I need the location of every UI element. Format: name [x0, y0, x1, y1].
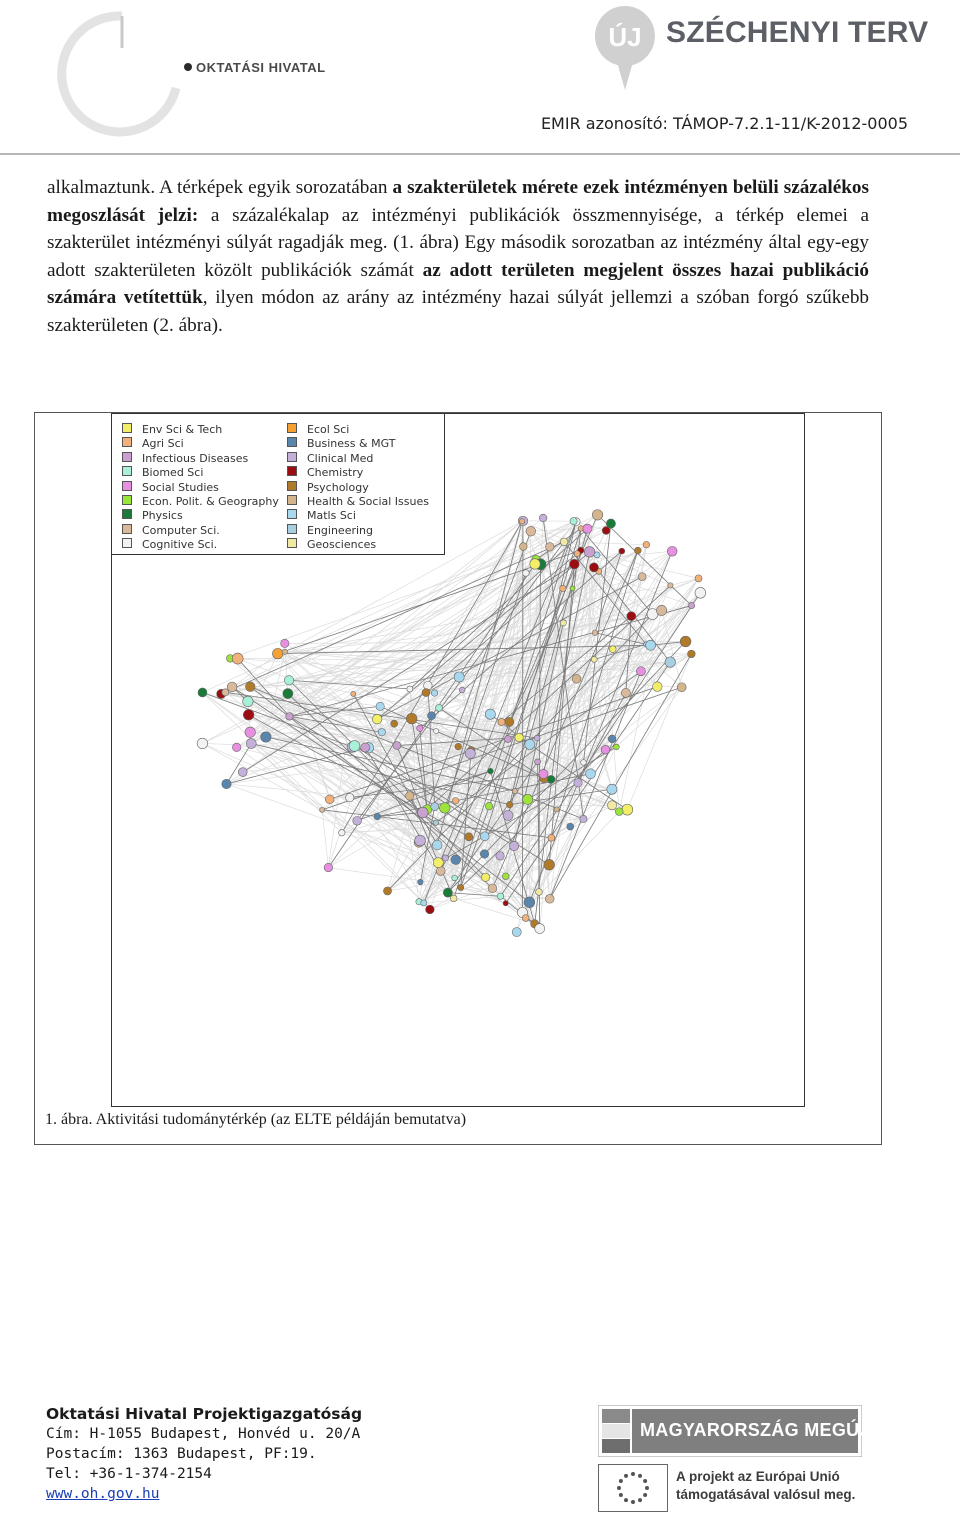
legend-swatch: [287, 423, 297, 433]
network-node: [459, 687, 465, 693]
network-node: [688, 650, 696, 658]
network-node: [407, 686, 413, 692]
network-node: [688, 602, 694, 608]
network-node: [496, 852, 504, 860]
network-node: [554, 807, 559, 812]
network-node: [534, 735, 540, 741]
eu-star: [638, 1474, 642, 1478]
network-node: [418, 879, 424, 885]
network-node: [452, 875, 458, 881]
network-node: [246, 682, 256, 692]
network-node: [286, 713, 293, 720]
network-node: [442, 855, 448, 861]
body-paragraph: [47, 174, 869, 339]
network-node: [415, 835, 426, 846]
network-node: [243, 696, 253, 706]
legend-item: Social Studies: [122, 481, 279, 495]
network-node: [383, 887, 391, 895]
network-node: [580, 815, 587, 822]
network-node: [406, 713, 417, 724]
legend-item: Psychology: [287, 481, 429, 495]
figure-caption: 1. ábra. Aktivitási tudománytérkép (az ELTE példáján bemutatva): [45, 1111, 466, 1129]
legend-item: Chemistry: [287, 466, 429, 480]
network-node: [695, 575, 702, 582]
network-node: [465, 748, 475, 758]
network-node: [426, 905, 435, 914]
eu-star: [617, 1486, 621, 1490]
network-node: [261, 732, 271, 742]
network-node: [569, 559, 579, 569]
network-node: [567, 823, 574, 830]
network-node: [485, 709, 495, 719]
network-node: [488, 768, 494, 774]
network-node: [574, 779, 582, 787]
network-node: [539, 769, 548, 778]
eu-star: [619, 1479, 623, 1483]
legend-swatch: [122, 437, 132, 447]
network-node: [638, 573, 646, 581]
network-node: [378, 729, 385, 736]
network-node: [339, 830, 345, 836]
network-node: [376, 702, 384, 710]
network-node: [519, 519, 524, 524]
network-node: [232, 743, 241, 752]
eu-star: [643, 1479, 647, 1483]
network-node: [222, 779, 231, 788]
network-node: [614, 744, 620, 750]
network-node: [646, 640, 656, 650]
magyarorszag-megujul-banner: [598, 1405, 862, 1457]
eu-star: [643, 1493, 647, 1497]
network-node: [608, 735, 616, 743]
network-node: [346, 793, 354, 801]
network-node: [526, 526, 536, 536]
page-header: [0, 0, 960, 158]
legend-item: Physics: [122, 509, 279, 523]
network-node: [619, 548, 625, 554]
oh-ring-icon: [52, 8, 182, 138]
footer-phone: Tel: +36-1-374-2154: [46, 1464, 362, 1484]
network-node: [591, 656, 597, 662]
network-node: [524, 897, 535, 908]
network-node: [325, 795, 334, 804]
footer-contact: [46, 1404, 362, 1504]
network-node: [520, 543, 528, 551]
legend-item: Clinical Med: [287, 452, 429, 466]
legend-swatch: [122, 452, 132, 462]
network-node: [544, 859, 555, 870]
legend-item: Biomed Sci: [122, 466, 279, 480]
network-node: [427, 712, 435, 720]
legend-swatch: [287, 495, 297, 505]
network-node: [349, 741, 360, 752]
network-node: [505, 717, 514, 726]
network-node: [452, 797, 459, 804]
legend-item: Business & MGT: [287, 437, 429, 451]
network-node: [627, 612, 636, 621]
network-node: [480, 850, 488, 858]
network-node: [465, 833, 473, 841]
network-node: [653, 682, 663, 692]
network-node: [545, 894, 554, 903]
network-node: [547, 775, 555, 783]
network-node: [594, 552, 600, 558]
network-node: [391, 720, 398, 727]
legend-swatch: [287, 538, 297, 548]
eu-stars-icon: [599, 1465, 667, 1511]
network-node: [584, 547, 595, 558]
emir-id: EMIR azonosító: TÁMOP-7.2.1-11/K-2012-0005: [541, 114, 908, 133]
legend-item: Cognitive Sci.: [122, 538, 279, 552]
eu-flag-icon: [598, 1464, 668, 1512]
network-node: [432, 840, 442, 850]
network-node: [455, 743, 462, 750]
science-map: [111, 413, 805, 1107]
network-node: [601, 745, 610, 754]
network-node: [530, 559, 540, 569]
network-node: [621, 688, 630, 697]
network-node: [222, 689, 229, 696]
network-node: [451, 855, 461, 865]
network-node: [243, 709, 254, 720]
network-node: [615, 808, 623, 816]
network-node: [668, 583, 673, 588]
network-node: [197, 738, 208, 749]
network-node: [283, 689, 293, 699]
network-node: [431, 690, 437, 696]
network-node: [433, 858, 443, 868]
network-node: [535, 924, 545, 934]
network-node: [560, 585, 566, 591]
legend-swatch: [122, 495, 132, 505]
network-node: [324, 863, 332, 871]
network-node: [458, 884, 464, 890]
footer-postal: Postacím: 1363 Budapest, PF:19.: [46, 1444, 362, 1464]
body-segment-bold: a szakterületek mérete ezek intézményen belüli százalékos megoszlását jelzi:: [47, 177, 869, 226]
network-node: [539, 514, 547, 522]
network-node: [281, 639, 289, 647]
eu-support-text: A projekt az Európai Unió támogatásával valósul meg.: [676, 1468, 855, 1504]
legend-swatch: [287, 524, 297, 534]
network-node: [284, 676, 293, 685]
body-segment: alkalmaztunk. A térképek egyik sorozatában: [47, 177, 392, 198]
network-node: [592, 630, 597, 635]
network-node: [695, 587, 706, 598]
network-node: [238, 768, 247, 777]
svg-text:ÚJ: ÚJ: [608, 22, 641, 52]
eu-star: [638, 1498, 642, 1502]
network-node: [680, 636, 691, 647]
network-node: [498, 718, 505, 725]
network-node: [546, 543, 555, 552]
legend-item: Computer Sci.: [122, 524, 279, 538]
network-node: [608, 801, 617, 810]
network-node: [506, 801, 512, 807]
network-node: [643, 541, 650, 548]
network-node: [581, 760, 587, 766]
network-node: [560, 620, 566, 626]
network-node: [361, 743, 370, 752]
network-node: [372, 714, 382, 724]
legend-swatch: [287, 481, 297, 491]
network-node: [583, 524, 592, 533]
legend-swatch: [122, 538, 132, 548]
network-node: [232, 653, 243, 664]
footer-website-link[interactable]: www.oh.gov.hu: [46, 1484, 362, 1504]
body-segment-bold: az adott területen megjelent összes hazai publikáció számára vetítettük: [47, 260, 869, 309]
legend-swatch: [287, 466, 297, 476]
legend-item: Health & Social Issues: [287, 495, 429, 509]
legend-swatch: [122, 423, 132, 433]
network-node: [450, 895, 457, 902]
network-node: [535, 759, 541, 765]
network-node: [570, 586, 575, 591]
network-node: [589, 563, 598, 572]
oh-logo-text: OKTATÁSI HIVATAL: [184, 60, 326, 75]
network-node: [677, 683, 686, 692]
network-node: [560, 538, 568, 546]
szt-pin-icon: [590, 2, 660, 92]
eu-star: [631, 1500, 635, 1504]
network-node: [440, 803, 451, 814]
network-node: [602, 527, 610, 535]
eu-star: [624, 1498, 628, 1502]
network-node: [421, 900, 427, 906]
eu-star: [645, 1486, 649, 1490]
network-node: [393, 742, 401, 750]
network-node: [502, 873, 509, 880]
legend-item: Econ. Polit. & Geography: [122, 495, 279, 509]
network-node: [607, 784, 617, 794]
network-node: [417, 807, 428, 818]
network-node: [634, 547, 641, 554]
legend-item: Env Sci & Tech: [122, 423, 279, 437]
szt-logo-text: SZÉCHENYI TERV: [666, 16, 928, 50]
figure-1: [34, 412, 882, 1145]
legend-column-right: [287, 423, 429, 553]
network-node: [374, 813, 380, 819]
legend-item: Geosciences: [287, 538, 429, 552]
mm-banner-text: MAGYARORSZÁG MEGÚJUL: [640, 1420, 894, 1441]
network-node: [431, 803, 439, 811]
legend-swatch: [287, 452, 297, 462]
network-node: [525, 739, 535, 749]
legend-swatch: [287, 437, 297, 447]
network-node: [523, 570, 530, 577]
network-node: [351, 691, 356, 696]
network-node: [636, 667, 645, 676]
eu-star: [631, 1472, 635, 1476]
network-node: [667, 546, 677, 556]
legend-item: Ecol Sci: [287, 423, 429, 437]
network-node: [512, 789, 517, 794]
legend-item: Matls Sci: [287, 509, 429, 523]
network-node: [515, 733, 523, 741]
legend-column-left: [122, 423, 279, 553]
legend-item: Agri Sci: [122, 437, 279, 451]
network-node: [485, 802, 492, 809]
legend-item: Infectious Diseases: [122, 452, 279, 466]
legend-item: Engineering: [287, 524, 429, 538]
network-node: [503, 810, 513, 820]
network-node: [622, 804, 633, 815]
footer-org: Oktatási Hivatal Projektigazgatóság: [46, 1404, 362, 1424]
network-node: [272, 648, 283, 659]
header-rule: [0, 153, 960, 155]
network-node: [433, 820, 438, 825]
network-node: [665, 657, 675, 667]
network-node: [523, 794, 533, 804]
network-node: [488, 884, 497, 893]
network-node: [443, 888, 452, 897]
network-node: [422, 689, 430, 697]
eu-star: [619, 1493, 623, 1497]
network-node: [586, 769, 596, 779]
network-edge: [627, 654, 691, 810]
network-node: [282, 649, 287, 654]
network-node: [574, 551, 580, 557]
legend-swatch: [122, 481, 132, 491]
network-node: [436, 704, 443, 711]
network-node: [656, 605, 666, 615]
network-node: [198, 688, 207, 697]
legend-swatch: [287, 509, 297, 519]
network-node: [509, 841, 518, 850]
eu-support-logo: [598, 1464, 862, 1512]
network-node: [497, 893, 503, 899]
map-legend: [112, 414, 445, 555]
network-node: [417, 725, 423, 731]
network-node: [480, 832, 489, 841]
network-node: [548, 834, 555, 841]
network-node: [503, 901, 508, 906]
network-node: [570, 518, 577, 525]
network-node: [353, 816, 362, 825]
legend-swatch: [122, 466, 132, 476]
network-node: [433, 729, 438, 734]
network-node: [512, 928, 521, 937]
network-node: [572, 674, 581, 683]
network-node: [592, 510, 602, 520]
eu-star: [624, 1474, 628, 1478]
network-node: [609, 646, 616, 653]
legend-swatch: [122, 509, 132, 519]
network-node: [536, 889, 543, 896]
network-node: [245, 727, 255, 737]
network-node: [454, 672, 464, 682]
network-node: [320, 807, 325, 812]
network-node: [504, 736, 511, 743]
oktatasi-hivatal-logo: [52, 8, 292, 143]
network-node: [227, 682, 237, 692]
network-node: [246, 739, 256, 749]
footer-address: Cím: H-1055 Budapest, Honvéd u. 20/A: [46, 1424, 362, 1444]
body-segment: a százalékalap az intézményi publikációk összmennyisége, a térkép elemei a szakterület intézményi súlyát ragadják meg. (1. ábra) Egy második sorozatban az intézmény által egy-egy adott szakterületen közölt publikációk számát: [47, 205, 869, 281]
network-node: [481, 873, 489, 881]
network-node: [522, 915, 529, 922]
legend-swatch: [122, 524, 132, 534]
szechenyi-terv-logo: [590, 2, 910, 92]
network-node: [405, 792, 414, 801]
body-segment: , ilyen módon az arány az intézmény hazai súlyát jellemzi a szóban forgó szűkebb szakterületen (2. ábra).: [47, 287, 869, 336]
oh-dot-icon: [184, 63, 192, 71]
